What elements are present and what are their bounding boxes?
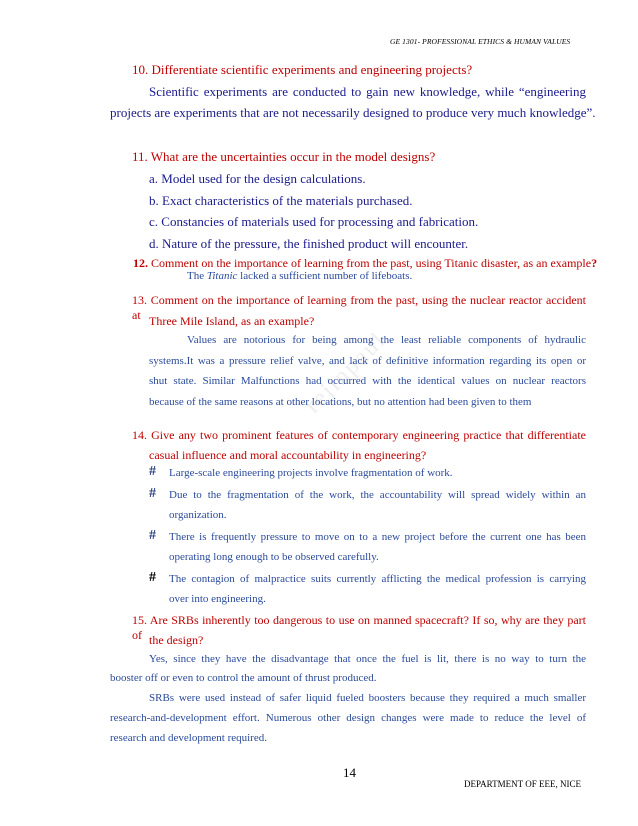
q14-bullet2-line2: organization. [169, 509, 227, 521]
q12-question-mark: ? [591, 256, 598, 270]
q14-question-line1: 14. Give any two prominent features of contemporary engineering practice that differentiate [132, 428, 586, 442]
q12-answer [187, 270, 412, 282]
q14-bullet4-line2: over into engineering. [169, 593, 266, 605]
watermark: rejinpaul [300, 326, 392, 419]
q15-answer-line4: research-and-development effort. Numerous other design changes were made to reduce the level of [110, 712, 586, 724]
q12-answer-italic: Titanic [206, 270, 238, 282]
q10-question: 10. Differentiate scientific experiments and engineering projects? [132, 62, 473, 77]
q13-question-line1: 13. Comment on the importance of learning from the past, using the nuclear reactor accident at [132, 293, 586, 322]
q14-bullet4-line1: The contagion of malpractice suits currently afflicting the medical profession is carrying [169, 573, 586, 585]
q10-answer-line2: projects are experiments that are not necessarily designed to produce very much knowledge”. [110, 105, 596, 120]
q11-question: 11. What are the uncertainties occur in the model designs? [132, 149, 436, 164]
q13-answer-line2: systems.It was a pressure relief valve, and lack of definitive information regarding its open or [149, 355, 586, 367]
q15-answer-line3: SRBs were used instead of safer liquid fueled boosters because they required a much smaller [149, 692, 586, 704]
q11-item-a: a. Model used for the design calculations. [149, 171, 366, 186]
hash-bullet-icon: # [149, 486, 156, 501]
q13-question-line2: Three Mile Island, as an example? [149, 314, 315, 328]
q12-question-text: Comment on the importance of learning from the past, using Titanic disaster, as an example [151, 256, 592, 270]
page-number: 14 [343, 765, 356, 780]
q14-bullet2-line1: Due to the fragmentation of the work, the accountability will spread widely within an [169, 489, 586, 501]
q13-answer-line3: shut state. Similar Malfunctions had occurred with the identical values on nuclear reactors [149, 375, 586, 387]
q12-question [133, 256, 597, 271]
q12-answer-suffix: lacked a sufficient number of lifeboats. [237, 270, 413, 282]
q15-question-line1: 15. Are SRBs inherently too dangerous to use on manned spacecraft? If so, why are they part of [132, 613, 586, 642]
running-header: GE 1301- PROFESSIONAL ETHICS & HUMAN VALUES [390, 37, 571, 46]
q11-item-c: c. Constancies of materials used for processing and fabrication. [149, 214, 479, 229]
q11-item-d: d. Nature of the pressure, the finished product will encounter. [149, 236, 469, 251]
q15-answer-line2: booster off or even to control the amount of thrust produced. [110, 672, 377, 684]
hash-bullet-icon: # [149, 464, 156, 479]
department-footer: DEPARTMENT OF EEE, NICE [464, 779, 581, 789]
q14-bullet3-line2: operating long enough to be observed carefully. [169, 551, 379, 563]
hash-bullet-icon: # [149, 570, 156, 585]
q12-answer-prefix: The [187, 270, 207, 282]
q15-question-line2: the design? [149, 633, 204, 647]
q13-answer-line4: because of the same reasons at other locations, but no attention had been given to them [149, 396, 532, 408]
q14-bullet3-line1: There is frequently pressure to move on to a new project before the current one has been [169, 531, 586, 543]
q15-answer-line1: Yes, since they have the disadvantage that once the fuel is lit, there is no way to turn the [149, 653, 586, 665]
q14-bullet1-line1: Large-scale engineering projects involve fragmentation of work. [169, 467, 453, 479]
q12-number: 12. [133, 256, 148, 270]
hash-bullet-icon: # [149, 528, 156, 543]
q15-answer-line5: research and development required. [110, 732, 267, 744]
q10-answer-line1: Scientific experiments are conducted to gain new knowledge, while “engineering [149, 84, 586, 99]
q11-item-b: b. Exact characteristics of the materials purchased. [149, 193, 413, 208]
q14-question-line2: casual influence and moral accountability in engineering? [149, 448, 427, 462]
q13-answer-line1: Values are notorious for being among the least reliable components of hydraulic [187, 334, 586, 346]
